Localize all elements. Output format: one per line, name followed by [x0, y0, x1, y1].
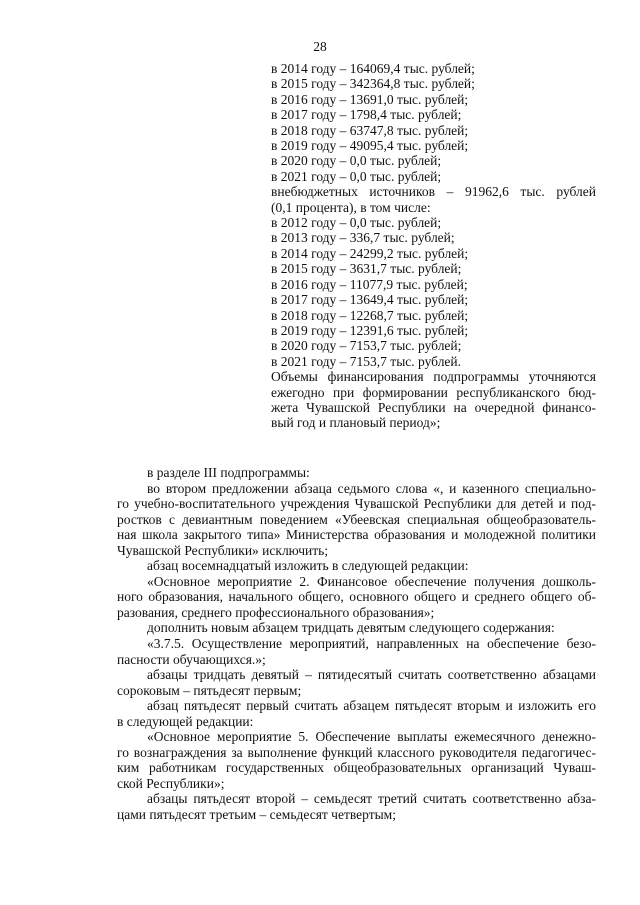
financing-line: в 2012 году – 0,0 тыс. рублей;	[271, 215, 442, 231]
financing-line: внебюджетных источников – 91962,6 тыс. рублей	[271, 184, 596, 200]
financing-line: в 2016 году – 13691,0 тыс. рублей;	[271, 91, 469, 107]
body-line: в разделе III подпрограммы:	[147, 465, 310, 480]
body-line: ная школа закрытого типа» Министерства образования и молодежной политики	[117, 527, 596, 543]
body-line: дополнить новым абзацем тридцать девятым следующего содержания:	[147, 620, 555, 636]
body-line: го вознаграждения за выполнение функций классного руководителя педагогичес-	[117, 744, 596, 760]
financing-line: в 2020 году – 0,0 тыс. рублей;	[271, 153, 442, 169]
financing-line: в 2018 году – 63747,8 тыс. рублей;	[271, 122, 469, 138]
financing-line: в 2016 году – 11077,9 тыс. рублей;	[271, 276, 468, 292]
body-line: в следующей редакции:	[117, 713, 254, 729]
financing-line: в 2013 году – 336,7 тыс. рублей;	[271, 230, 455, 246]
financing-line: в 2015 году – 3631,7 тыс. рублей;	[271, 261, 462, 277]
financing-line: в 2014 году – 24299,2 тыс. рублей;	[271, 245, 469, 261]
financing-line: в 2017 году – 13649,4 тыс. рублей;	[271, 292, 469, 308]
financing-line: ежегодно при формировании республиканского бюд-	[271, 384, 596, 400]
financing-line: в 2018 году – 12268,7 тыс. рублей;	[271, 307, 469, 323]
body-line: цами пятьдесят третьим – семьдесят четвертым;	[117, 807, 396, 823]
body-line: абзацы пятьдесят второй – семьдесят третий считать соответственно абза-	[147, 791, 596, 807]
body-line: абзац пятьдесят первый считать абзацем пятьдесят вторым и изложить его	[147, 698, 596, 714]
body-line: разования, среднего профессионального образования»;	[117, 604, 435, 620]
financing-line: вый год и плановый период»;	[271, 415, 441, 431]
financing-line: в 2019 году – 12391,6 тыс. рублей;	[271, 322, 469, 338]
body-line: «3.7.5. Осуществление мероприятий, направленных на обеспечение безо-	[147, 636, 596, 652]
financing-line: (0,1 процента), в том числе:	[271, 199, 431, 215]
main-body	[117, 465, 596, 823]
body-line: ской Республики»;	[117, 775, 225, 791]
body-line: абзацы тридцать девятый – пятидесятый считать соответственно абзацами	[147, 667, 596, 683]
financing-line: в 2021 году – 7153,7 тыс. рублей.	[271, 353, 462, 369]
page-number: 28	[313, 39, 327, 54]
body-line: ростков с девиантным поведением «Убеевская специальная общеобразователь-	[117, 511, 596, 527]
body-line: «Основное мероприятие 2. Финансовое обеспечение получения дошколь-	[147, 573, 596, 589]
body-line: «Основное мероприятие 5. Обеспечение выплаты ежемесячного денежно-	[147, 729, 596, 745]
financing-block	[271, 61, 596, 431]
financing-line: в 2014 году – 164069,4 тыс. рублей;	[271, 61, 475, 76]
body-line: го учебно-воспитательного учреждения Чувашской Республики для детей и под-	[117, 496, 596, 512]
financing-line: в 2015 году – 342364,8 тыс. рублей;	[271, 76, 475, 92]
body-line: абзац восемнадцатый изложить в следующей редакции:	[147, 558, 469, 574]
body-line: пасности обучающихся.»;	[117, 651, 266, 667]
financing-line: в 2020 году – 7153,7 тыс. рублей;	[271, 338, 462, 354]
body-line: сороковым – пятьдесят первым;	[117, 682, 302, 698]
financing-line: в 2021 году – 0,0 тыс. рублей;	[271, 168, 442, 184]
financing-line: в 2017 году – 1798,4 тыс. рублей;	[271, 107, 462, 123]
financing-line: Объемы финансирования подпрограммы уточняются	[271, 369, 596, 385]
body-line: во втором предложении абзаца седьмого слова «, и казенного специально-	[147, 480, 596, 496]
financing-line: в 2019 году – 49095,4 тыс. рублей;	[271, 138, 469, 154]
body-line: Чувашской Республики» исключить;	[117, 542, 329, 558]
financing-line: жета Чувашской Республики на очередной финансо-	[271, 399, 596, 415]
body-line: ким работникам государственных общеобразовательных организаций Чуваш-	[117, 760, 596, 776]
body-line: ного образования, начального общего, основного общего и среднего общего об-	[117, 589, 596, 605]
